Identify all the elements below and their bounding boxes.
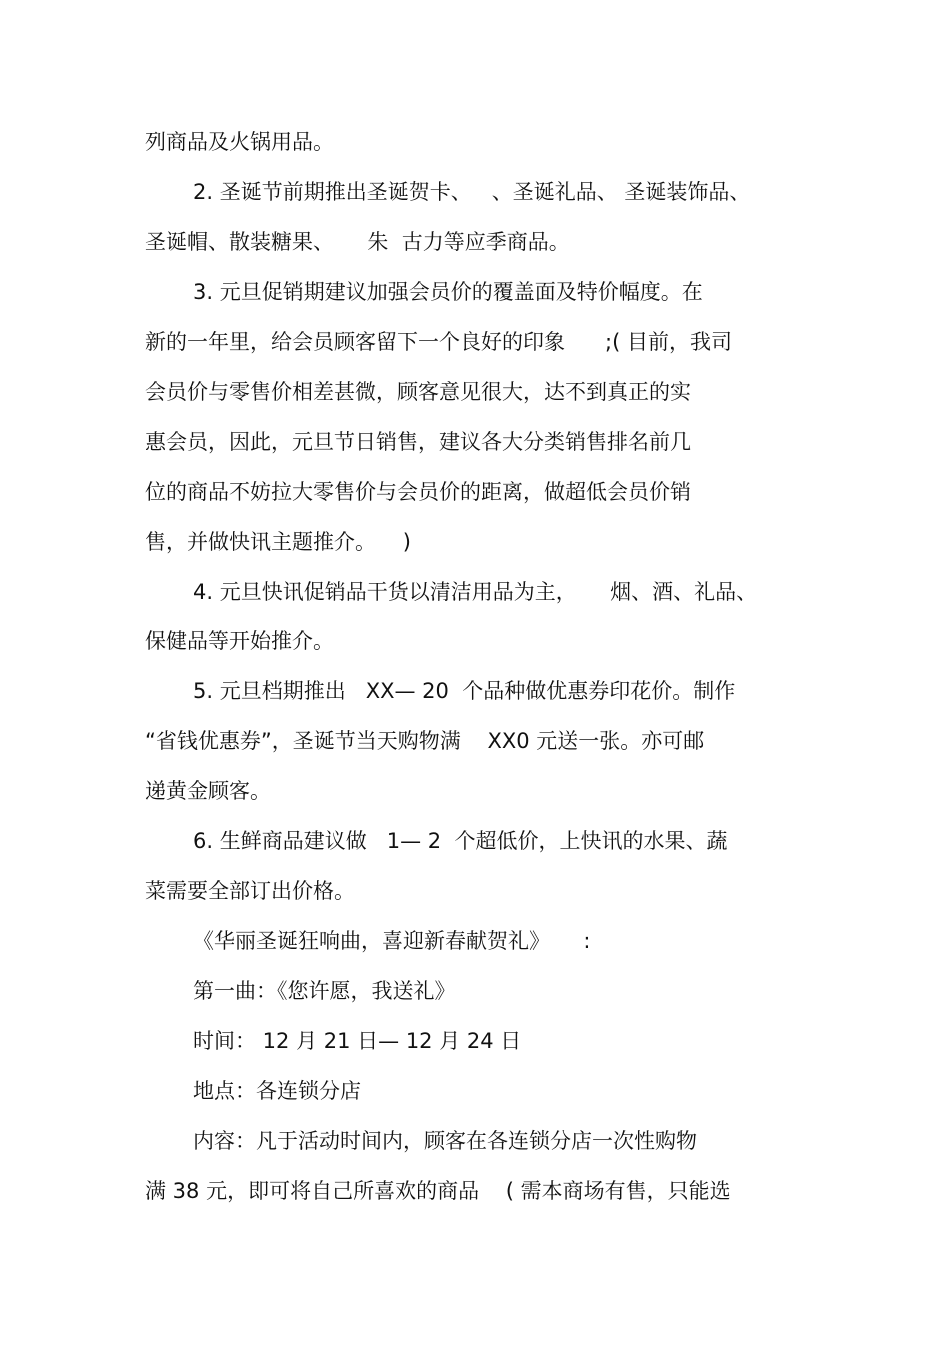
text-line-12: 5. 元旦档期推出 XX— 20 个品种做优惠券印花价。制作: [193, 679, 736, 703]
text-line-9: 售，并做快讯主题推介。 ): [145, 530, 411, 554]
text-line-20: 地点：各连锁分店: [193, 1079, 361, 1103]
text-line-22: 满 38 元，即可将自己所喜欢的商品 ( 需本商场有售，只能选: [145, 1179, 731, 1203]
text-line-11: 保健品等开始推介。: [145, 629, 334, 653]
text-line-21: 内容：凡于活动时间内，顾客在各连锁分店一次性购物: [193, 1129, 697, 1153]
text-line-15: 6. 生鲜商品建议做 1— 2 个超低价，上快讯的水果、蔬: [193, 829, 728, 853]
text-line-13: “省钱优惠券”，圣诞节当天购物满 XX0 元送一张。亦可邮: [145, 729, 705, 753]
text-line-4: 3. 元旦促销期建议加强会员价的覆盖面及特价幅度。在: [193, 280, 703, 304]
text-line-17: 《华丽圣诞狂响曲，喜迎新春献贺礼》 :: [193, 929, 591, 953]
text-line-8: 位的商品不妨拉大零售价与会员价的距离，做超低会员价销: [145, 480, 691, 504]
text-line-19: 时间： 12 月 21 日— 12 月 24 日: [193, 1029, 522, 1053]
text-line-1: 列商品及火锅用品。: [145, 130, 334, 154]
text-line-2: 2. 圣诞节前期推出圣诞贺卡、 、圣诞礼品、 圣诞装饰品、: [193, 180, 751, 204]
text-line-18: 第一曲：《您许愿，我送礼》: [193, 979, 456, 1003]
text-line-10: 4. 元旦快讯促销品干货以清洁用品为主， 烟、酒、礼品、: [193, 580, 758, 604]
text-line-14: 递黄金顾客。: [145, 779, 271, 803]
text-line-7: 惠会员，因此，元旦节日销售，建议各大分类销售排名前几: [145, 430, 691, 454]
text-line-6: 会员价与零售价相差甚微，顾客意见很大，达不到真正的实: [145, 380, 691, 404]
text-line-16: 菜需要全部订出价格。: [145, 879, 355, 903]
text-line-3: 圣诞帽、散装糖果、 朱 古力等应季商品。: [145, 230, 570, 254]
text-line-5: 新的一年里，给会员顾客留下一个良好的印象 ;( 目前，我司: [145, 330, 732, 354]
